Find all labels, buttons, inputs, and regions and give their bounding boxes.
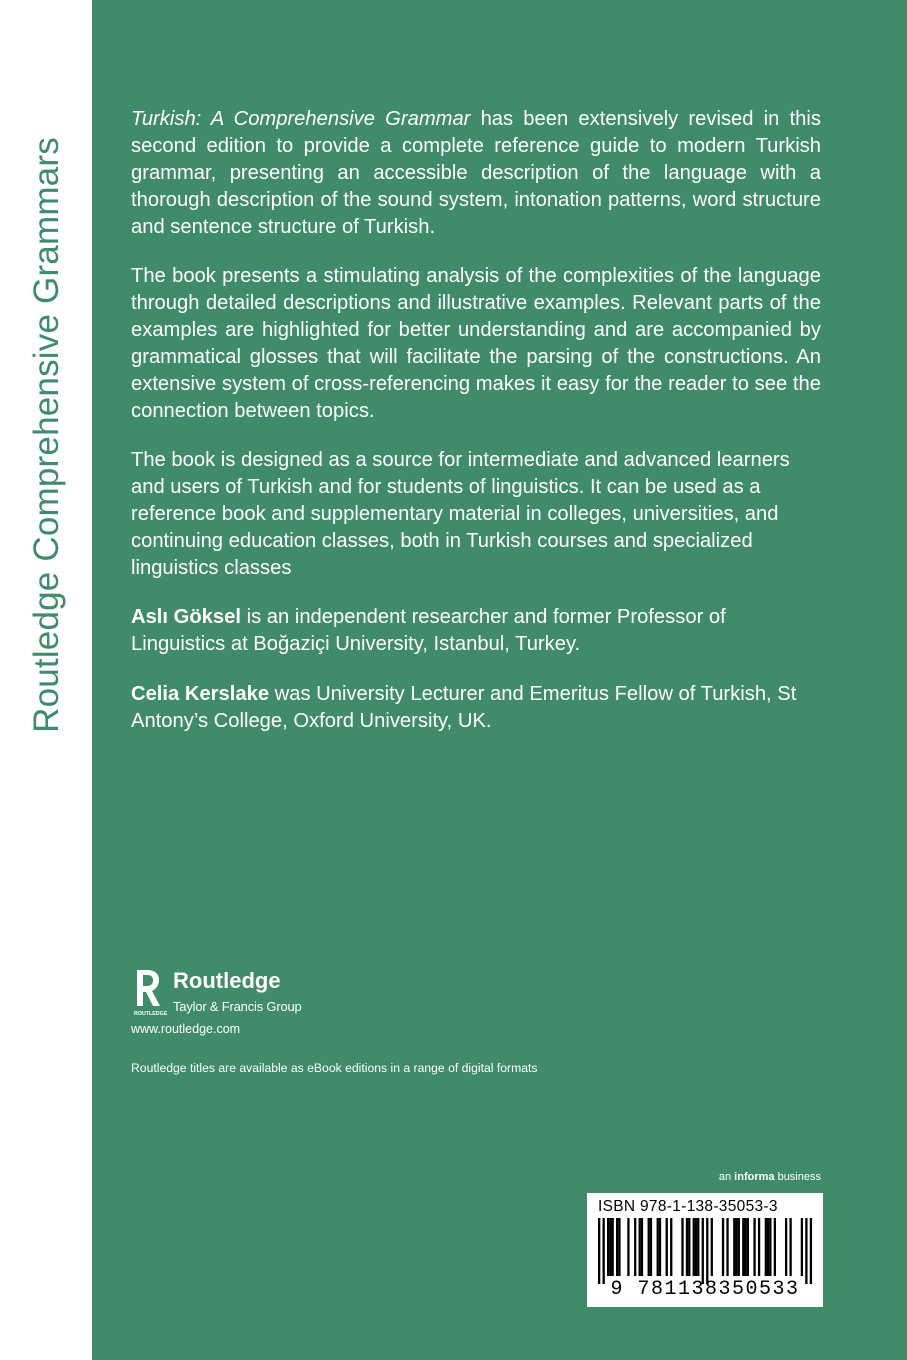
logo-wordmark: ROUTLEDGE bbox=[134, 1011, 168, 1017]
barcode-bar bbox=[767, 1218, 769, 1276]
informa-tagline: an informa business bbox=[718, 1171, 821, 1183]
barcode-bar bbox=[659, 1218, 661, 1276]
barcode-bar bbox=[753, 1218, 755, 1276]
barcode-bar bbox=[733, 1218, 735, 1276]
barcode-bar bbox=[722, 1218, 724, 1276]
barcode-bar bbox=[711, 1218, 713, 1276]
isbn-label: ISBN 978-1-138-35053-3 bbox=[598, 1198, 778, 1215]
publisher-group: Taylor & Francis Group bbox=[173, 999, 302, 1014]
barcode-bar bbox=[747, 1218, 749, 1276]
barcode-bar bbox=[641, 1218, 643, 1276]
author-bio-2 bbox=[131, 681, 821, 735]
barcode-bar bbox=[702, 1218, 704, 1284]
description-paragraph-3: The book is designed as a source for intermediate and advanced learners and users of Turkish and for students of linguistics. It can be used as a reference book and supplementary material in colleges, universities, and continuing education classes, both in Turkish courses and specialized linguistics classes bbox=[131, 449, 790, 579]
barcode-bar bbox=[697, 1218, 699, 1276]
barcode-bar bbox=[801, 1218, 803, 1276]
barcode-bar bbox=[769, 1218, 771, 1276]
barcode-bar bbox=[774, 1218, 776, 1276]
barcode-bar bbox=[607, 1218, 609, 1276]
barcode-bar bbox=[765, 1218, 767, 1276]
barcode-digits bbox=[587, 1278, 823, 1301]
barcode-bar bbox=[634, 1218, 636, 1276]
barcode-bar bbox=[648, 1218, 650, 1276]
series-title: Routledge Comprehensive Grammars bbox=[27, 137, 66, 733]
barcode-bar bbox=[726, 1218, 728, 1276]
publisher-website: www.routledge.com bbox=[131, 1022, 241, 1036]
barcode-bar bbox=[693, 1218, 695, 1276]
author-bio-text: is an independent researcher and former Professor of Linguistics at Boğaziçi University, Istanbul, Turkey. bbox=[131, 606, 726, 655]
author-name: Celia Kerslake bbox=[131, 683, 270, 705]
description-paragraph-2: The book presents a stimulating analysis of the complexities of the language through detailed descriptions and illustrative examples. Relevant parts of the examples are highlighted for better understanding and are accompanied by grammatical glosses that will facilitate the parsing of the constructions. An extensive system of cross-referencing makes it easy for the reader to see the connection between topics. bbox=[131, 265, 821, 422]
barcode-bar bbox=[609, 1218, 611, 1276]
back-cover-text bbox=[131, 106, 821, 758]
barcode-bar bbox=[681, 1218, 683, 1276]
author-bio-1 bbox=[131, 604, 821, 658]
barcode-bar bbox=[785, 1218, 787, 1276]
barcode-bar bbox=[627, 1218, 629, 1276]
author-name: Aslı Göksel bbox=[131, 606, 241, 628]
barcode-bar bbox=[598, 1218, 600, 1284]
spine-strip bbox=[0, 0, 92, 1360]
barcode-bar bbox=[688, 1218, 690, 1276]
barcode-bar bbox=[603, 1218, 605, 1284]
barcode-bar bbox=[650, 1218, 652, 1276]
description-paragraph-1 bbox=[131, 106, 821, 241]
description-paragraph-1-text: has been extensively revised in this second edition to provide a complete reference guide to modern Turkish grammar, presenting an accessible description of the language with a thorough description of the sound system, intonation patterns, word structure and sentence structure of Turkish. bbox=[131, 108, 821, 238]
barcode-bar bbox=[758, 1218, 760, 1276]
barcode-first-digit: 9 bbox=[610, 1278, 624, 1301]
barcode-group-1: 781138 bbox=[637, 1278, 719, 1301]
barcode-bar bbox=[789, 1218, 791, 1276]
barcode-bar bbox=[670, 1218, 672, 1276]
barcode-bar bbox=[810, 1218, 812, 1284]
barcode-bar bbox=[686, 1218, 688, 1276]
barcode-bars bbox=[598, 1218, 812, 1284]
barcode-bar bbox=[738, 1218, 740, 1276]
barcode-bar bbox=[805, 1218, 807, 1284]
ebook-note: Routledge titles are available as eBook editions in a range of digital formats bbox=[131, 1061, 538, 1075]
author-bio-text: was University Lecturer and Emeritus Fellow of Turkish, St Antony’s College, Oxford University, UK. bbox=[131, 683, 797, 732]
barcode-bar bbox=[616, 1218, 618, 1276]
barcode-bar bbox=[612, 1218, 614, 1276]
isbn-barcode bbox=[587, 1193, 823, 1307]
barcode-bar bbox=[618, 1218, 620, 1276]
publisher-name: Routledge bbox=[173, 968, 281, 993]
barcode-bar bbox=[695, 1218, 697, 1276]
routledge-logo-icon bbox=[131, 966, 168, 1018]
barcode-bar bbox=[639, 1218, 641, 1276]
barcode-bar bbox=[657, 1218, 659, 1276]
informa-brand: informa bbox=[734, 1171, 775, 1183]
barcode-bar bbox=[735, 1218, 737, 1276]
barcode-bar bbox=[744, 1218, 746, 1276]
barcode-bar bbox=[742, 1218, 744, 1276]
barcode-bar bbox=[666, 1218, 668, 1276]
book-title: Turkish: A Comprehensive Grammar bbox=[131, 108, 471, 130]
barcode-group-2: 350533 bbox=[718, 1278, 800, 1301]
barcode-bar bbox=[706, 1218, 708, 1284]
